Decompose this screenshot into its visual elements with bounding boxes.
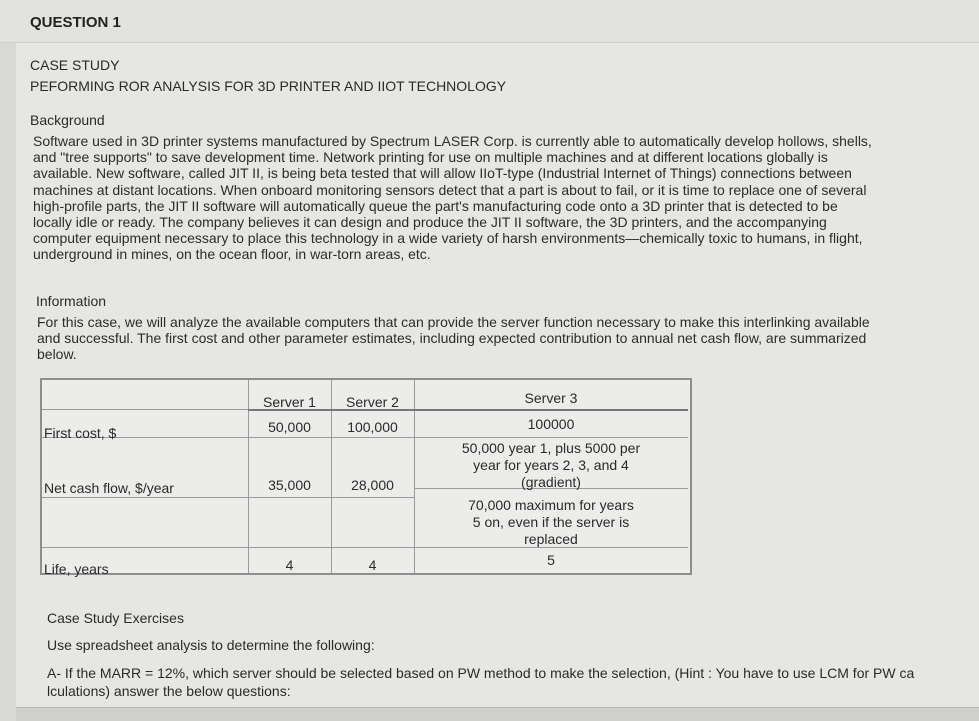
background-line: computer equipment necessary to place this technology in a wide variety of harsh environments—chemically toxic to humans, in flight, [33,230,863,247]
background-line: machines at distant locations. When onboard monitoring sensors detect that a part is about to fail, or it is time to replace one of several [33,181,867,198]
information-line: For this case, we will analyze the available computers that can provide the server function necessary to make this interlinking available [37,314,870,330]
net-cash-s3-line: 5 on, even if the server is [472,514,630,530]
background-line: and "tree supports" to save development time. Network printing for use on multiple machines and at different locations globally is [33,149,828,166]
question-title: QUESTION 1 [30,14,121,31]
net-cash-s3-line: year for years 2, 3, and 4 [473,457,629,473]
net-cash-s3-line: 70,000 maximum for years [468,497,634,513]
header-server-1: Server 1 [263,394,316,410]
net-cash-server-2: 28,000 [351,477,394,493]
server-comparison-table [40,378,692,575]
first-cost-server-2: 100,000 [347,419,398,435]
background-line: Software used in 3D printer systems manufactured by Spectrum LASER Corp. is currently able to automatically develop hollows, shells, [33,133,872,149]
exercises-heading: Case Study Exercises [47,610,184,626]
background-heading: Background [30,112,105,128]
net-cash-s3-line: (gradient) [521,474,581,490]
exercises-intro: Use spreadsheet analysis to determine the following: [47,637,375,653]
net-cash-server-3-gradient [414,440,688,491]
information-heading: Information [36,293,107,309]
case-study-label: CASE STUDY [30,57,120,73]
first-cost-server-1: 50,000 [268,419,311,435]
information-paragraph [37,314,952,363]
life-server-1: 4 [285,557,294,573]
header-server-2: Server 2 [346,394,399,410]
background-line: locally idle or ready. The company believes it can design and produce the JIT II software, the 3D printers, and the accompanying [33,214,827,231]
life-server-3: 5 [547,552,555,568]
row-label-life: Life, years [44,561,109,577]
exercise-a-line2: lculations) answer the below questions: [47,683,291,699]
net-cash-s3-line: 50,000 year 1, plus 5000 per [461,440,641,456]
background-line: high-profile parts, the JIT II software will automatically queue the part's manufacturing code onto a 3D printer that is detected to be [33,197,838,214]
question-header [0,0,979,43]
background-line: available. New software, called JIT II, is being beta tested that will allow IIoT-type (Industrial Internet of Things) connections between [33,165,852,182]
row-label-first-cost: First cost, $ [44,425,117,441]
net-cash-server-1: 35,000 [268,477,311,493]
header-server-3: Server 3 [524,390,578,406]
first-cost-server-3: 100000 [527,416,575,432]
case-study-title: PEFORMING ROR ANALYSIS FOR 3D PRINTER AND IIOT TECHNOLOGY [30,78,507,94]
net-cash-server-3-maximum [414,497,688,548]
information-line: below. [37,346,77,363]
answer-box-edge [16,707,979,721]
net-cash-s3-line: replaced [524,531,578,547]
exercise-a-line1: A- If the MARR = 12%, which server should be selected based on PW method to make the selection, (Hint : You have to use LCM for PW ca [47,665,915,681]
background-paragraph [33,133,948,263]
life-server-2: 4 [368,557,377,573]
row-label-net-cash-flow: Net cash flow, $/year [44,480,174,496]
background-line: underground in mines, on the ocean floor, in war-torn areas, etc. [33,246,431,263]
information-line: and successful. The first cost and other parameter estimates, including expected contribution to annual net cash flow, are summarized [37,330,867,347]
